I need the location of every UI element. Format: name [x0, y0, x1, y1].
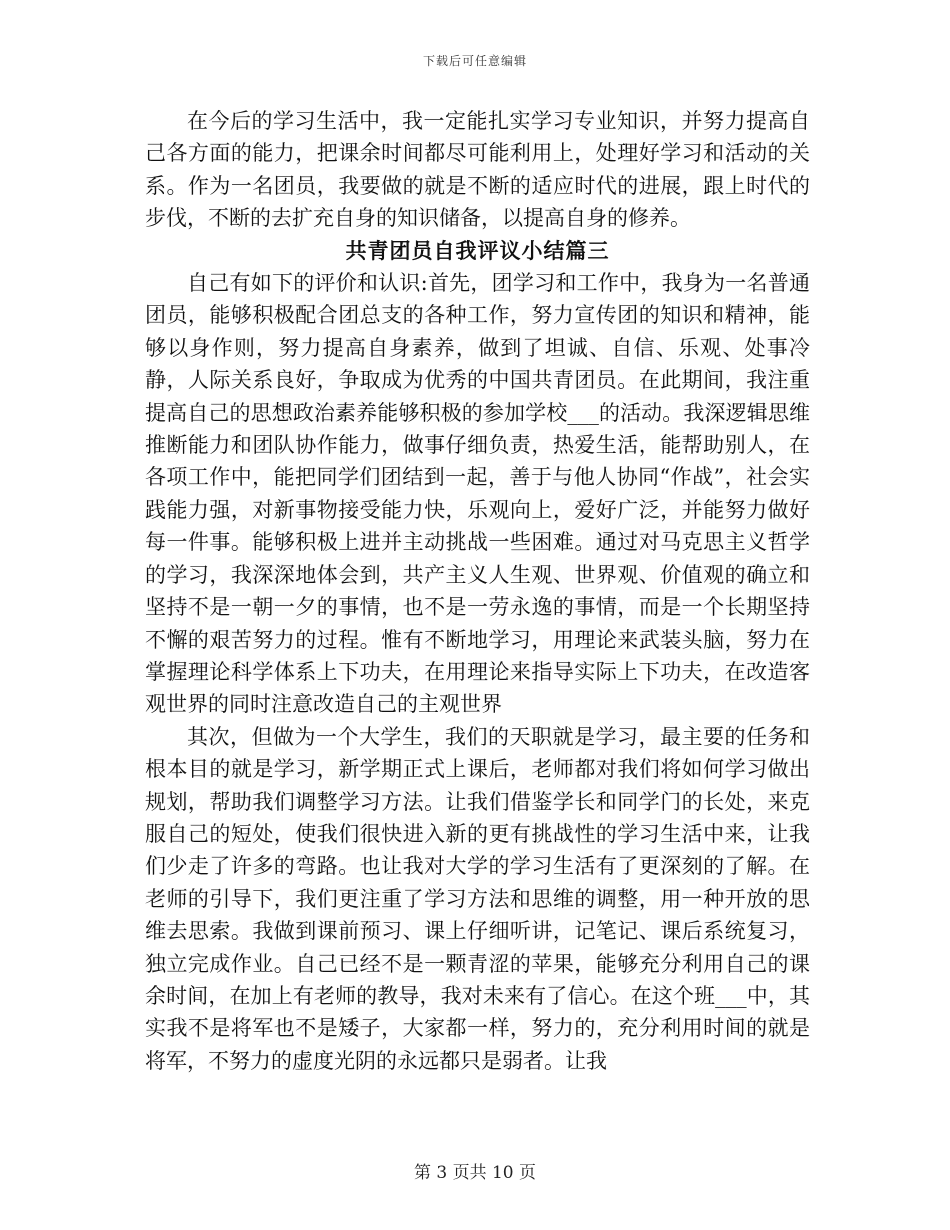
- paragraph-3: 其次，但做为一个大学生，我们的天职就是学习，最主要的任务和根本目的就是学习，新学期正式上课后，老师都对我们将如何学习做出规划，帮助我们调整学习方法。让我们借鉴学长和同学门的长处，来克服自己的短处，使我们很快进入新的更有挑战性的学习生活中来，让我们少走了许多的弯路。也让我对大学的学习生活有了更深刻的了解。在老师的引导下，我们更注重了学习方法和思维的调整，用一种开放的思维去思索。我做到课前预习、课上仔细听讲，记笔记、课后系统复习，独立完成作业。自己已经不是一颗青涩的苹果，能够充分利用自己的课余时间，在加上有老师的教导，我对未来有了信心。在这个班___中，其实我不是将军也不是矮子，大家都一样，努力的，充分利用时间的就是将军，不努力的虚度光阴的永远都只是弱者。让我: [145, 724, 810, 1073]
- paragraph-2: 自己有如下的评价和认识:首先，团学习和工作中，我身为一名普通团员，能够积极配合团总支的各种工作，努力宣传团的知识和精神，能够以身作则，努力提高自身素养，做到了坦诚、自信、乐观、处事冷静，人际关系良好，争取成为优秀的中国共青团员。在此期间，我注重提高自己的思想政治素养能够积极的参加学校___的活动。我深逻辑思维推断能力和团队协作能力，做事仔细负责，热爱生活，能帮助别人，在各项工作中，能把同学们团结到一起，善于与他人协同“作战”，社会实践能力强，对新事物接受能力快，乐观向上，爱好广泛，并能努力做好每一件事。能够积极上进并主动挑战一些困难。通过对马克思主义哲学的学习，我深深地体会到，共产主义人生观、世界观、价值观的确立和坚持不是一朝一夕的事情，也不是一劳永逸的事情，而是一个长期坚持不懈的艰苦努力的过程。惟有不断地学习，用理论来武装头脑，努力在掌握理论科学体系上下功夫，在用理论来指导实际上下功夫，在改造客观世界的同时注意改造自己的主观世界: [145, 271, 810, 717]
- page-number: 第 3 页共 10 页: [413, 1163, 537, 1183]
- section-title: 共青团员自我评议小结篇三: [345, 237, 610, 263]
- paragraph-1: 在今后的学习生活中，我一定能扎实学习专业知识，并努力提高自己各方面的能力，把课余时间都尽可能利用上，处理好学习和活动的关系。作为一名团员，我要做的就是不断的适应时代的进展，跟上时代的步伐，不断的去扩充自身的知识储备，以提高自身的修养。: [145, 109, 810, 231]
- page-header-note: 下载后可任意编辑: [422, 54, 527, 68]
- document-body: [145, 105, 810, 1077]
